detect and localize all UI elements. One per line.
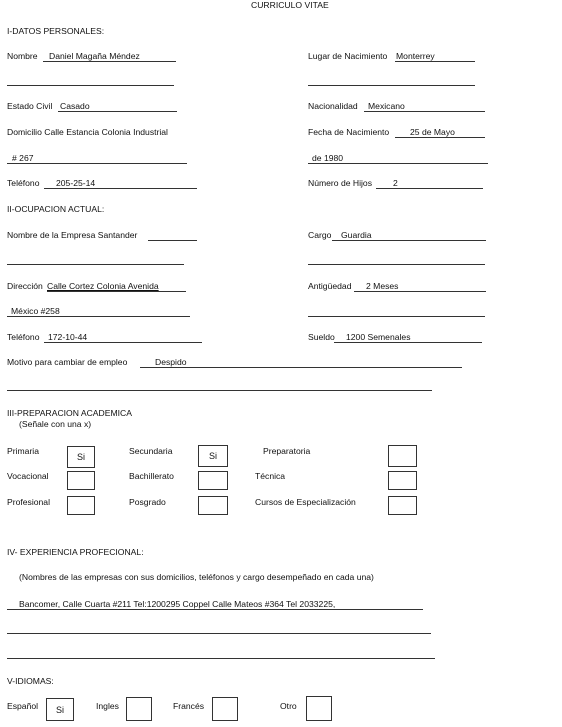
civil-status-value: Casado <box>60 101 90 111</box>
work-address-continued: México #258 <box>11 306 60 316</box>
checkbox-preparatoria[interactable] <box>388 445 417 467</box>
seniority-line <box>354 291 486 292</box>
birthdate-continued: de 1980 <box>312 153 344 163</box>
language-label-frances: Francés <box>173 701 205 711</box>
birthdate-line <box>395 137 485 138</box>
work-phone-line <box>44 342 202 343</box>
seniority-value: 2 Meses <box>366 281 399 291</box>
checkbox-ingles[interactable] <box>126 697 152 721</box>
company-line <box>148 240 197 241</box>
blank-line <box>7 390 432 391</box>
education-note: (Señale con una x) <box>19 419 92 429</box>
blank-line <box>7 633 431 634</box>
name-line <box>43 61 176 62</box>
phone-line <box>44 188 197 189</box>
education-label-cursos: Cursos de Especialización <box>255 497 356 507</box>
checkbox-primaria[interactable]: Si <box>67 446 95 468</box>
checkbox-profesional[interactable] <box>67 496 95 515</box>
blank-line <box>308 316 485 317</box>
salary-value: 1200 Semenales <box>346 332 411 342</box>
work-phone-value: 172-10-44 <box>48 332 88 342</box>
checkbox-espanol[interactable]: Si <box>46 698 74 721</box>
work-address-label: Dirección <box>7 281 43 291</box>
language-label-ingles: Ingles <box>96 701 119 711</box>
birthplace-label: Lugar de Nacimiento <box>308 51 388 61</box>
birthplace-line <box>395 61 475 62</box>
checkbox-secundaria[interactable]: Si <box>198 445 228 467</box>
checkbox-bachillerato[interactable] <box>198 471 228 490</box>
children-value: 2 <box>393 178 398 188</box>
birthdate-value: 25 de Mayo <box>410 127 455 137</box>
birthdate-line-2 <box>308 163 488 164</box>
seniority-label: Antigüedad <box>308 281 352 291</box>
name-value: Daniel Magaña Méndez <box>49 51 140 61</box>
blank-line <box>308 264 485 265</box>
section-experience-heading: IV- EXPERIENCIA PROFECIONAL: <box>7 547 144 557</box>
work-address-value: Calle Cortez Colonia Avenida <box>47 281 159 291</box>
section-occupation-heading: II-OCUPACION ACTUAL: <box>7 204 105 214</box>
checkbox-frances[interactable] <box>212 697 238 721</box>
section-education-heading: III-PREPARACION ACADEMICA <box>7 408 132 418</box>
education-label-vocacional: Vocacional <box>7 471 49 481</box>
birthdate-label: Fecha de Nacimiento <box>308 127 390 137</box>
post-line <box>332 240 486 241</box>
work-address-line <box>47 291 186 292</box>
blank-line <box>7 85 174 86</box>
reason-label: Motivo para cambiar de empleo <box>7 357 128 367</box>
checkbox-cursos[interactable] <box>388 496 417 515</box>
reason-value: Despido <box>155 357 187 367</box>
education-label-tecnica: Técnica <box>255 471 286 481</box>
experience-entry: Bancomer, Calle Cuarta #211 Tel:1200295 Coppel Calle Mateos #364 Tel 2033225, <box>19 599 336 609</box>
education-label-secundaria: Secundaria <box>129 446 173 456</box>
work-phone-label: Teléfono <box>7 332 40 342</box>
blank-line <box>308 85 475 86</box>
work-address-line-2 <box>7 316 190 317</box>
post-value: Guardia <box>341 230 372 240</box>
company-label: Nombre de la Empresa Santander <box>7 230 138 240</box>
nationality-value: Mexicano <box>368 101 405 111</box>
children-line <box>376 188 483 189</box>
checkbox-vocacional[interactable] <box>67 471 95 490</box>
name-label: Nombre <box>7 51 38 61</box>
education-label-profesional: Profesional <box>7 497 50 507</box>
post-label: Cargo <box>308 230 332 240</box>
salary-label: Sueldo <box>308 332 335 342</box>
education-label-primaria: Primaria <box>7 446 39 456</box>
blank-line <box>7 658 435 659</box>
phone-value: 205-25-14 <box>56 178 96 188</box>
experience-note: (Nombres de las empresas con sus domicilios, teléfonos y cargo desempeñado en cada una) <box>19 572 374 582</box>
children-label: Número de Hijos <box>308 178 372 188</box>
address-line <box>7 163 187 164</box>
language-label-espanol: Español <box>7 701 39 711</box>
checkbox-tecnica[interactable] <box>388 471 417 490</box>
blank-line <box>7 264 184 265</box>
experience-line <box>7 609 423 610</box>
phone-label: Teléfono <box>7 178 40 188</box>
checkbox-otro[interactable] <box>306 696 332 721</box>
civil-status-label: Estado Civil <box>7 101 53 111</box>
education-label-bachillerato: Bachillerato <box>129 471 174 481</box>
section-personal-heading: I-DATOS PERSONALES: <box>7 26 105 36</box>
education-label-posgrado: Posgrado <box>129 497 166 507</box>
document-title: CURRICULO VITAE <box>251 0 329 10</box>
checkbox-posgrado[interactable] <box>198 496 228 515</box>
nationality-label: Nacionalidad <box>308 101 358 111</box>
address-label: Domicilio Calle Estancia Colonia Industrial <box>7 127 168 137</box>
salary-line <box>334 342 482 343</box>
address-continued: # 267 <box>12 153 34 163</box>
civil-status-line <box>58 111 177 112</box>
language-label-otro: Otro <box>280 701 297 711</box>
section-languages-heading: V-IDIOMAS: <box>7 676 54 686</box>
nationality-line <box>364 111 485 112</box>
birthplace-value: Monterrey <box>396 51 435 61</box>
education-label-preparatoria: Preparatoria <box>263 446 311 456</box>
reason-line <box>140 367 462 368</box>
